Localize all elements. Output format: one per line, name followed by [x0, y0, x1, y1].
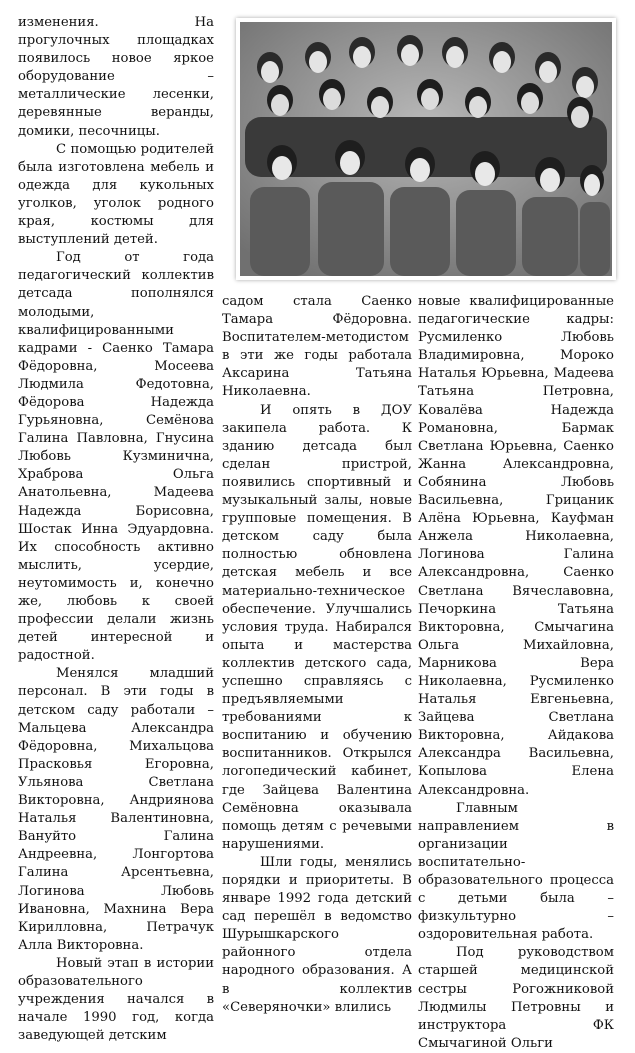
text-column-2 — [222, 293, 412, 1017]
paragraph: Под руководством старшей медицинской сестры Рогожниковой Людмилы Петровны и инструктора ФК Смычагиной Ольги — [418, 945, 614, 1051]
paragraph: Главным направлением в организации воспитательно-образовательного процесса с детьми была – физкультурно – оздоровительная работа. — [418, 800, 614, 943]
paragraph: И опять в ДОУ закипела работа. К зданию детсада был сделан пристрой, появились спортивный и музыкальный залы, новые групповые помещения. В детском саду была полностью обновлена детская мебель и все материально-техническое обеспечение. Улучшались условия труда. Набирался опыта и мастерства коллектив детского сада, успешно справляясь с предъявляемыми требованиями к воспитанию и обучению воспитанников. Открылся логопедический кабинет, где Зайцева Валентина Семёновна оказывала помощь детям с речевыми нарушениями. — [222, 402, 412, 852]
paragraph: садом стала Саенко Тамара Фёдоровна. Воспитателем-методистом в эти же годы работала Аксарина Татьяна Николаевна. — [222, 294, 412, 400]
paragraph: Менялся младший персонал. В эти годы в детском саду работали – Мальцева Александра Фёдоровна, Михальцова Прасковья Егоровна, Ульянова Светлана Викторовна, Андриянова Наталья Валентиновна, Вануйто Галина Андреевна, Лонгортова Галина Арсентьевна, Логинова Любовь Ивановна, Махнина Вера Кирилловна, Петрачук Алла Викторовна. — [18, 666, 214, 953]
paragraph: Год от года педагогический коллектив детсада пополнялся молодыми, квалифицированными кадрами - Саенко Тамара Фёдоровна, Мосеева Людмила Федотовна, Фёдорова Надежда Гурьяновна, Семёнова Галина Павловна, Гнусина Любовь Кузминична, Храброва Ольга Анатольевна, Мадеева Надежда Борисовна, Шостак Инна Эдуардовна. Их способность активно мыслить, усердие, неутомимость и, конечно же, любовь к своей профессии делали жизнь детей интересной и радостной. — [18, 250, 214, 664]
text-column-1 — [18, 14, 214, 1045]
text-column-3 — [418, 293, 614, 1053]
group-photo-icon — [240, 22, 612, 276]
paragraph: новые квалифицированные педагогические кадры: Русмиленко Любовь Владимировна, Мороко Наталья Юрьевна, Мадеева Татьяна Петровна, Ковалёва Надежда Романовна, Бармак Светлана Юрьевна, Саенко Жанна Александровна, Собянина Любовь Васильевна, Грицаник Алёна Юрьевна, Кауфман Анжела Николаевна, Логинова Галина Александровна, Саенко Светлана Вячеславовна, Печоркина Татьяна Викторовна, Смычагина Ольга Михайловна, Марникова Вера Николаевна, Русмиленко Наталья Евгеньевна, Зайцева Светлана Викторовна, Айдакова Александра Васильевна, Копылова Елена Александровна. — [418, 294, 614, 798]
paragraph: С помощью родителей была изготовлена мебель и одежда для кукольных уголков, уголок родного края, костюмы для выступлений детей. — [18, 141, 214, 248]
group-photo — [236, 18, 616, 280]
paragraph: Шли годы, менялись порядки и приоритеты. В январе 1992 года детский сад перешёл в ведомство Шурышкарского районного отдела народного образования. А в коллектив «Северяночки» влились — [222, 854, 412, 1015]
paragraph: Новый этап в истории образовательного учреждения начался в начале 1990 год, когда заведующей детским — [18, 955, 214, 1044]
paragraph: изменения. На прогулочных площадках появилось новое яркое оборудование – металлические лесенки, деревянные веранды, домики, песочницы. — [18, 15, 214, 139]
